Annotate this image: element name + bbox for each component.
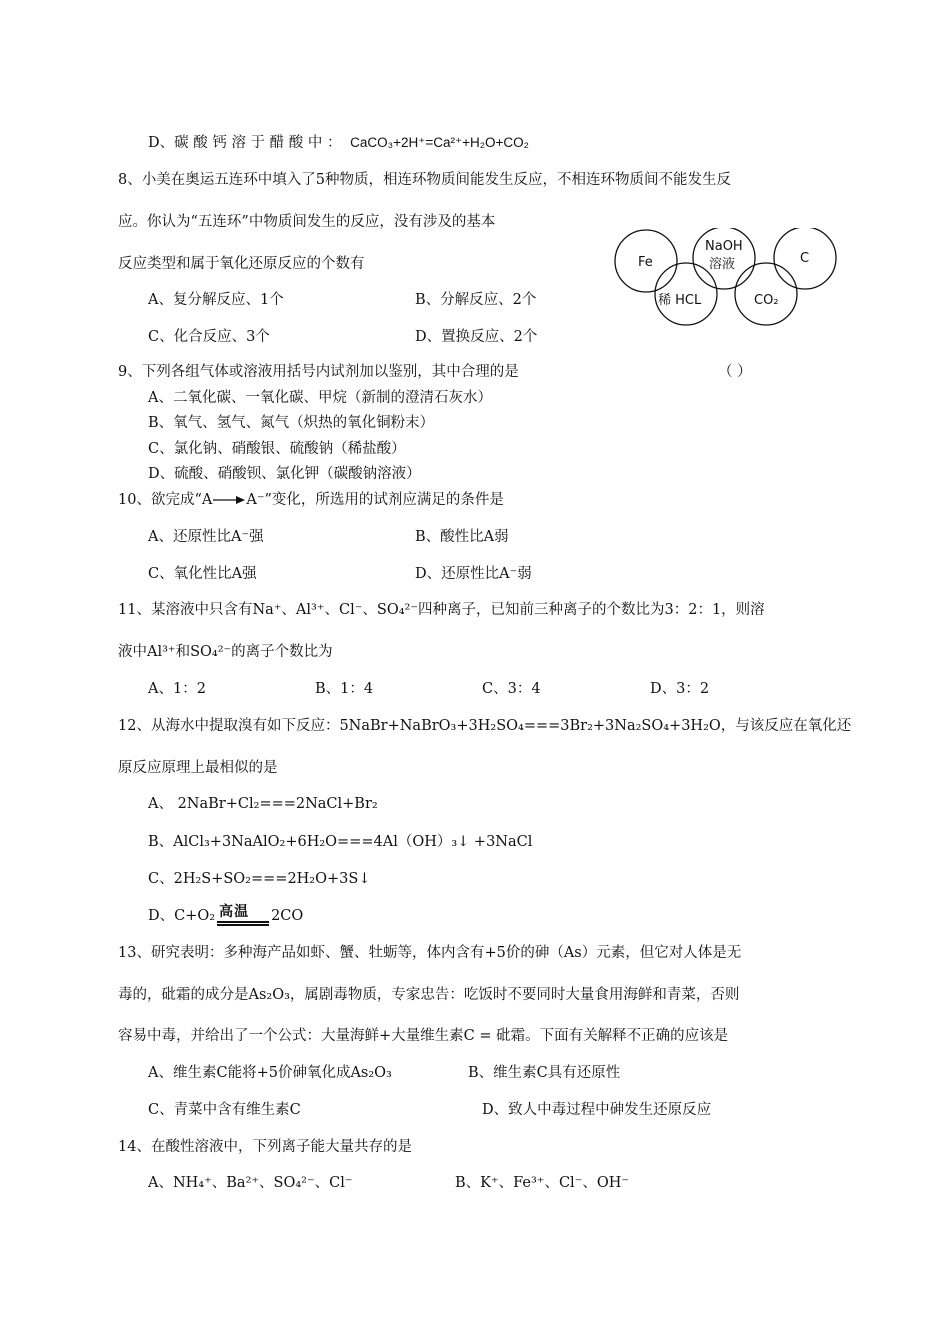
q13-stem-line2: 毒的，砒霜的成分是As₂O₃，属剧毒物质，专家忠告：吃饭时不要同时大量食用海鲜和青菜，否则 (118, 987, 740, 1003)
q9-stem: 9、下列各组气体或溶液用括号内试剂加以鉴别，其中合理的是 (118, 364, 519, 380)
q13-option-b: B、维生素C具有还原性 (468, 1065, 621, 1081)
q9-option-b: B、氧气、氢气、氮气（炽热的氧化铜粉末） (148, 415, 435, 431)
q11-option-d: D、3：2 (650, 681, 710, 697)
q12-option-d-reactants: D、C+O₂ (148, 908, 216, 924)
ring-label-c: C (800, 251, 810, 266)
q14-option-a: A、NH₄⁺、Ba²⁺、SO₄²⁻、Cl⁻ (148, 1175, 353, 1191)
q10-option-b: B、酸性比A弱 (415, 529, 509, 545)
q11-option-c: C、3：4 (482, 681, 541, 697)
q14-option-b: B、K⁺、Fe³⁺、Cl⁻、OH⁻ (455, 1175, 630, 1191)
q12-option-c: C、2H₂S+SO₂===2H₂O+3S↓ (148, 871, 371, 887)
q11-stem-line1: 11、某溶液中只含有Na⁺、Al³⁺、Cl⁻、SO₄²⁻四种离子，已知前三种离子的个数比为3：2：1，则溶 (118, 602, 765, 618)
q8-option-c: C、化合反应、3个 (148, 329, 270, 345)
q8-stem-line3: 反应类型和属于氧化还原反应的个数有 (118, 256, 365, 272)
q7-option-d-label: D、碳 酸 钙 溶 于 醋 酸 中 ： (148, 135, 342, 151)
q14-stem: 14、在酸性溶液中，下列离子能大量共存的是 (118, 1139, 412, 1155)
q10-option-d: D、还原性比A⁻弱 (415, 566, 532, 582)
q12-stem-line1: 12、从海水中提取溴有如下反应：5NaBr+NaBrO₃+3H₂SO₄===3Br₂+3Na₂SO₄+3H₂O，与该反应在氧化还 (118, 718, 852, 734)
q10-stem-mid: A⁻ (246, 492, 265, 508)
q12-stem-line2: 原反应原理上最相似的是 (118, 760, 278, 776)
q10-option-a: A、还原性比A⁻强 (148, 529, 264, 545)
ring-label-co2: CO₂ (754, 293, 779, 308)
q13-stem-line3: 容易中毒，并给出了一个公式：大量海鲜+大量维生素C = 砒霜。下面有关解释不正确的应该是 (118, 1028, 729, 1044)
q9-answer-paren: （ ） (718, 364, 752, 380)
ring-label-hcl: 稀 HCL (658, 293, 702, 308)
q11-stem-line2: 液中Al³⁺和SO₄²⁻的离子个数比为 (118, 644, 333, 660)
q13-option-d: D、致人中毒过程中砷发生还原反应 (482, 1102, 712, 1118)
q11-option-a: A、1：2 (148, 681, 206, 697)
q13-option-a: A、维生素C能将+5价砷氧化成As₂O₃ (148, 1065, 392, 1081)
q8-stem-line1: 8、小美在奥运五连环中填入了5种物质，相连环物质间能发生反应，不相连环物质间不能发生反 (118, 172, 731, 188)
q12-option-d (148, 906, 303, 926)
q9-option-d: D、硫酸、硝酸钡、氯化钾（碳酸钠溶液） (148, 466, 421, 482)
q10-stem (118, 490, 504, 510)
q12-option-d-product: 2CO (271, 908, 304, 924)
q13-stem-line1: 13、研究表明：多种海产品如虾、蟹、牡蛎等，体内含有+5价的砷（As）元素，但它对人体是无 (118, 945, 742, 961)
q8-option-d: D、置换反应、2个 (415, 329, 538, 345)
q7-option-d (148, 133, 529, 153)
q11-option-b: B、1：4 (315, 681, 374, 697)
ring-label-fe: Fe (638, 255, 653, 270)
q10-stem-post: ”变化，所选用的试剂应满足的条件是 (264, 492, 504, 508)
reaction-condition (217, 906, 269, 926)
q7-option-d-equation: CaCO₃+2H⁺=Ca²⁺+H₂O+CO₂ (350, 135, 529, 150)
q9-option-c: C、氯化钠、硝酸银、硫酸钠（稀盐酸） (148, 441, 406, 457)
ring-label-naoh: NaOH (705, 239, 743, 254)
q8-option-b: B、分解反应、2个 (415, 292, 537, 308)
q10-stem-pre: 10、欲完成“A (118, 492, 213, 508)
arrow-icon (212, 494, 246, 506)
q12-option-b: B、AlCl₃+3NaAlO₂+6H₂O===4Al（OH）₃↓ +3NaCl (148, 834, 533, 850)
q8-stem-line2: 应。你认为“五连环”中物质间发生的反应，没有涉及的基本 (118, 214, 496, 230)
q13-option-c: C、青菜中含有维生素C (148, 1102, 301, 1118)
ring-label-solution: 溶液 (709, 257, 736, 272)
q8-option-a: A、复分解反应、1个 (148, 292, 284, 308)
q9-option-a: A、二氧化碳、一氧化碳、甲烷（新制的澄清石灰水） (148, 390, 492, 406)
q10-option-c: C、氧化性比A强 (148, 566, 257, 582)
q12-option-a: A、 2NaBr+Cl₂===2NaCl+Br₂ (148, 796, 378, 812)
reaction-condition-label: 高温 (219, 904, 250, 920)
olympic-rings-diagram (612, 228, 842, 338)
